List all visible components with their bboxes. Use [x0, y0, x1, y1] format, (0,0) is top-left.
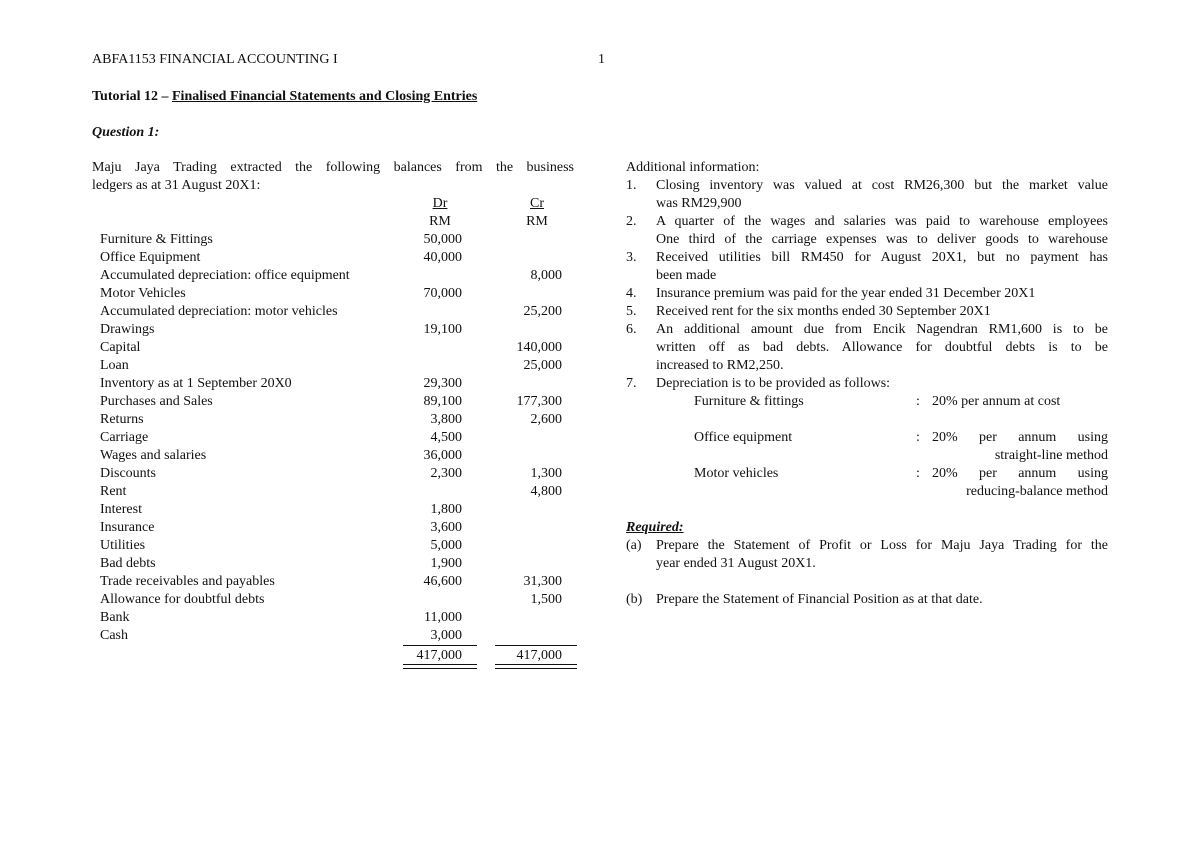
- table-row: [100, 411, 580, 429]
- credit-amount: 1,300: [530, 466, 562, 481]
- table-row: [100, 357, 580, 375]
- debit-amount: 40,000: [423, 250, 462, 265]
- required-item-line: Prepare the Statement of Financial Position as at that date.: [656, 592, 983, 607]
- debit-amount: 70,000: [423, 286, 462, 301]
- account-name: Purchases and Sales: [100, 394, 213, 409]
- table-row: [100, 429, 580, 447]
- table-row: [100, 591, 580, 609]
- depreciation-colon: :: [916, 466, 920, 481]
- dr-currency: RM: [429, 214, 451, 229]
- account-name: Wages and salaries: [100, 448, 207, 463]
- table-row: [100, 375, 580, 393]
- info-item-line: written off as bad debts. Allowance for doubtful debts is to be: [656, 340, 1108, 355]
- account-name: Cash: [100, 628, 128, 643]
- tutorial-title-prefix: Tutorial 12 –: [92, 89, 172, 104]
- cr-label: Cr: [530, 196, 544, 211]
- table-row: [100, 519, 580, 537]
- credit-amount: 177,300: [516, 394, 562, 409]
- tutorial-title-main: Finalised Financial Statements and Closing Entries: [172, 89, 478, 104]
- info-item-number: 1.: [626, 178, 637, 193]
- info-item: [626, 375, 1108, 393]
- info-item: [626, 303, 1108, 321]
- intro-line-1: Maju Jaya Trading extracted the following balances from the business: [92, 160, 574, 175]
- credit-amount: 140,000: [516, 340, 562, 355]
- depreciation-row: [626, 429, 1108, 465]
- debit-amount: 19,100: [423, 322, 462, 337]
- table-row: [100, 555, 580, 573]
- account-name: Office Equipment: [100, 250, 201, 265]
- credit-column-header: [507, 195, 567, 231]
- debit-amount: 3,800: [430, 412, 462, 427]
- credit-amount: 1,500: [530, 592, 562, 607]
- account-name: Motor Vehicles: [100, 286, 186, 301]
- account-name: Accumulated depreciation: office equipment: [100, 268, 350, 283]
- info-item: [626, 285, 1108, 303]
- required-spacer: [626, 573, 1108, 591]
- info-item-line: was RM29,900: [656, 196, 742, 211]
- account-name: Loan: [100, 358, 129, 373]
- info-item-line: Received rent for the six months ended 30 September 20X1: [656, 304, 991, 319]
- course-header: ABFA1153 FINANCIAL ACCOUNTING I: [92, 52, 338, 67]
- table-row: [100, 447, 580, 465]
- table-row: [100, 609, 580, 627]
- info-item-number: 4.: [626, 286, 637, 301]
- depreciation-row: [626, 393, 1108, 411]
- depreciation-rate: [932, 465, 1108, 501]
- table-row: [100, 267, 580, 285]
- depreciation-rate: [932, 429, 1108, 465]
- depreciation-asset: Motor vehicles: [694, 466, 779, 481]
- debit-amount: 50,000: [423, 232, 462, 247]
- account-name: Allowance for doubtful debts: [100, 592, 265, 607]
- credit-amount: 4,800: [530, 484, 562, 499]
- info-item-number: 6.: [626, 322, 637, 337]
- debit-amount: 3,000: [430, 628, 462, 643]
- account-name: Trade receivables and payables: [100, 574, 275, 589]
- account-name: Carriage: [100, 430, 149, 445]
- account-name: Discounts: [100, 466, 156, 481]
- account-name: Inventory as at 1 September 20X0: [100, 376, 292, 391]
- depreciation-row: [626, 465, 1108, 501]
- account-name: Capital: [100, 340, 141, 355]
- depreciation-method: straight-line method: [994, 448, 1108, 463]
- info-item-line: Closing inventory was valued at cost RM26,300 but the market value: [656, 178, 1108, 193]
- debit-amount: 2,300: [430, 466, 462, 481]
- dr-label: Dr: [432, 196, 448, 211]
- depreciation-method: reducing-balance method: [966, 484, 1108, 499]
- debit-amount: 3,600: [430, 520, 462, 535]
- required-title: Required:: [626, 520, 684, 535]
- account-name: Furniture & Fittings: [100, 232, 213, 247]
- info-item-line: An additional amount due from Encik Nagendran RM1,600 is to be: [656, 322, 1108, 337]
- dr-subtotal-rule: [403, 645, 477, 646]
- account-name: Interest: [100, 502, 142, 517]
- table-row: [100, 483, 580, 501]
- page-number: 1: [598, 52, 605, 67]
- account-name: Utilities: [100, 538, 146, 553]
- required-item: [626, 537, 1108, 573]
- debit-amount: 29,300: [423, 376, 462, 391]
- debit-amount: 11,000: [424, 610, 462, 625]
- cr-subtotal-rule: [495, 645, 577, 646]
- account-name: Returns: [100, 412, 144, 427]
- account-name: Bad debts: [100, 556, 156, 571]
- required-item: [626, 591, 1108, 609]
- question-intro: [92, 159, 574, 195]
- table-row: [100, 627, 580, 645]
- account-name: Drawings: [100, 322, 155, 337]
- table-row: [100, 537, 580, 555]
- table-row: [100, 303, 580, 321]
- debit-amount: 5,000: [430, 538, 462, 553]
- info-item: [626, 177, 1108, 213]
- debit-amount: 1,800: [430, 502, 462, 517]
- account-name: Bank: [100, 610, 130, 625]
- account-name: Accumulated depreciation: motor vehicles: [100, 304, 338, 319]
- debit-amount: 4,500: [430, 430, 462, 445]
- depreciation-rate-text: 20% per annum using: [932, 430, 1108, 445]
- info-item-line: Depreciation is to be provided as follows:: [656, 376, 891, 391]
- tutorial-title: [92, 88, 477, 106]
- depreciation-rate-text: 20% per annum using: [932, 466, 1108, 481]
- debit-amount: 36,000: [423, 448, 462, 463]
- required-item-line: Prepare the Statement of Profit or Loss for Maju Jaya Trading for the: [656, 538, 1108, 553]
- account-name: Insurance: [100, 520, 155, 535]
- table-row: [100, 249, 580, 267]
- required-item-line: year ended 31 August 20X1.: [656, 556, 816, 571]
- question-label: Question 1:: [92, 125, 160, 140]
- info-item-line: Received utilities bill RM450 for August 20X1, but no payment has: [656, 250, 1108, 265]
- table-row: [100, 501, 580, 519]
- depreciation-asset: Office equipment: [694, 430, 793, 445]
- info-item-line: A quarter of the wages and salaries was paid to warehouse employees: [656, 214, 1108, 229]
- account-name: Rent: [100, 484, 127, 499]
- info-item-number: 7.: [626, 376, 637, 391]
- required-item-number: (a): [626, 538, 642, 553]
- info-item: [626, 321, 1108, 375]
- depreciation-spacer: [626, 411, 1108, 429]
- credit-amount: 2,600: [530, 412, 562, 427]
- depreciation-rates: [626, 393, 1108, 501]
- depreciation-colon: :: [916, 394, 920, 409]
- credit-amount: 25,200: [523, 304, 562, 319]
- additional-information: [626, 159, 1108, 609]
- table-row: [100, 393, 580, 411]
- credit-amount: 25,000: [523, 358, 562, 373]
- table-row: [100, 285, 580, 303]
- info-item-number: 2.: [626, 214, 637, 229]
- trial-balance-table: [100, 231, 580, 645]
- additional-info-list: [626, 177, 1108, 393]
- depreciation-rate: [932, 393, 1108, 411]
- table-row: [100, 465, 580, 483]
- info-item-number: 5.: [626, 304, 637, 319]
- info-item-number: 3.: [626, 250, 637, 265]
- info-item-line: increased to RM2,250.: [656, 358, 784, 373]
- info-item: [626, 213, 1108, 249]
- table-row: [100, 231, 580, 249]
- info-item-line: Insurance premium was paid for the year ended 31 December 20X1: [656, 286, 1036, 301]
- cr-currency: RM: [526, 214, 548, 229]
- intro-line-2: ledgers as at 31 August 20X1:: [92, 178, 261, 193]
- credit-amount: 8,000: [530, 268, 562, 283]
- total-credit: 417,000: [516, 648, 562, 663]
- table-row: [100, 573, 580, 591]
- debit-column-header: [410, 195, 470, 231]
- depreciation-asset: Furniture & fittings: [694, 394, 804, 409]
- additional-info-title: Additional information:: [626, 160, 760, 175]
- debit-amount: 1,900: [430, 556, 462, 571]
- info-item-line: been made: [656, 268, 717, 283]
- cr-total-double-rule: [495, 664, 577, 669]
- table-row: [100, 321, 580, 339]
- dr-total-double-rule: [403, 664, 477, 669]
- total-debit: 417,000: [416, 648, 462, 663]
- info-item: [626, 249, 1108, 285]
- depreciation-colon: :: [916, 430, 920, 445]
- credit-amount: 31,300: [523, 574, 562, 589]
- required-item-number: (b): [626, 592, 643, 607]
- table-row: [100, 339, 580, 357]
- required-list: [626, 537, 1108, 609]
- debit-amount: 46,600: [423, 574, 462, 589]
- debit-amount: 89,100: [423, 394, 462, 409]
- depreciation-rate-text: 20% per annum at cost: [932, 394, 1061, 409]
- info-item-line: One third of the carriage expenses was to deliver goods to warehouse: [656, 232, 1108, 247]
